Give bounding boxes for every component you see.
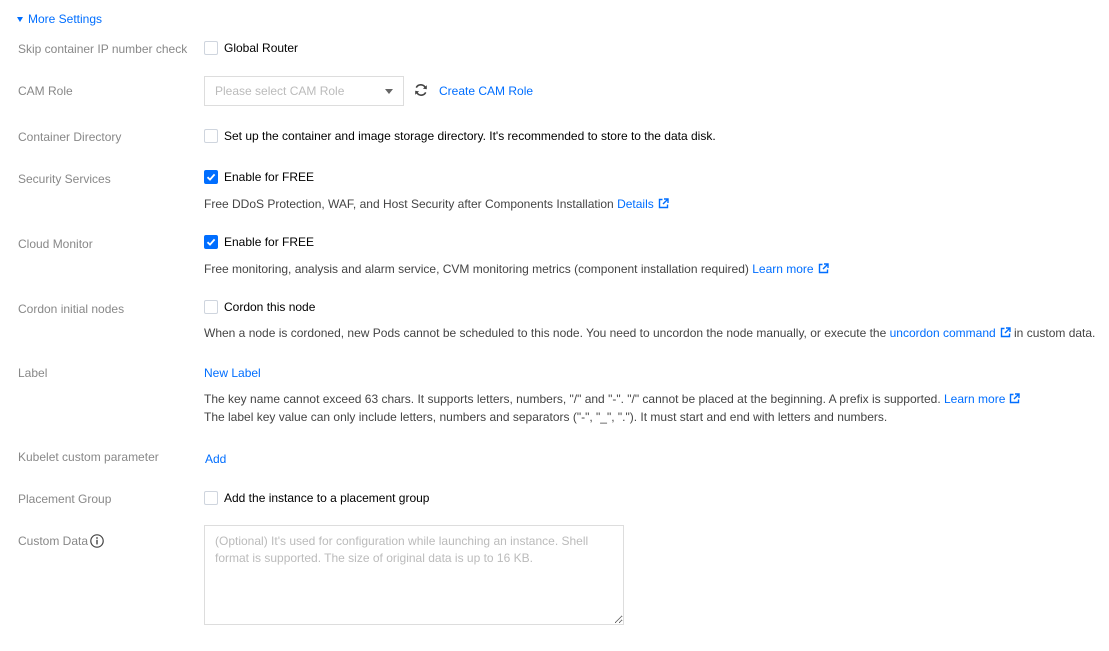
uncordon-command-text: uncordon command bbox=[889, 326, 996, 340]
cordon-checkbox-label: Cordon this node bbox=[224, 300, 316, 314]
chevron-down-icon bbox=[385, 89, 393, 94]
external-link-icon bbox=[818, 263, 829, 274]
create-cam-role-link[interactable]: Create CAM Role bbox=[439, 84, 534, 98]
external-link-icon bbox=[658, 198, 669, 209]
security-services-checkbox-row[interactable] bbox=[204, 170, 314, 184]
check-icon bbox=[206, 237, 216, 247]
cloud-monitor-checkbox[interactable] bbox=[204, 235, 218, 249]
new-label-link[interactable]: New Label bbox=[204, 366, 261, 380]
placement-group-label: Placement Group bbox=[18, 492, 112, 506]
cloud-monitor-description bbox=[204, 262, 829, 276]
security-services-description-text: Free DDoS Protection, WAF, and Host Security after Components Installation bbox=[204, 197, 614, 211]
cloud-monitor-checkbox-row[interactable] bbox=[204, 235, 314, 249]
custom-data-label: Custom Data bbox=[18, 534, 89, 548]
cloud-monitor-description-text: Free monitoring, analysis and alarm service, CVM monitoring metrics (component installation required) bbox=[204, 262, 749, 276]
caret-down-icon bbox=[17, 17, 23, 22]
security-services-checkbox[interactable] bbox=[204, 170, 218, 184]
global-router-checkbox-row[interactable] bbox=[204, 41, 298, 55]
cordon-checkbox[interactable] bbox=[204, 300, 218, 314]
label-key-description-text: The key name cannot exceed 63 chars. It supports letters, numbers, "/" and "-". "/" cannot be placed at the beginning. A prefix is supported. bbox=[204, 392, 941, 406]
cordon-label: Cordon initial nodes bbox=[18, 302, 125, 316]
external-link-icon bbox=[1000, 327, 1011, 338]
cordon-description-suffix: in custom data. bbox=[1014, 326, 1096, 340]
cloud-monitor-learn-more-text: Learn more bbox=[752, 262, 814, 276]
cloud-monitor-learn-more-link[interactable] bbox=[752, 262, 828, 276]
security-services-checkbox-label: Enable for FREE bbox=[224, 170, 315, 184]
more-settings-label: More Settings bbox=[28, 12, 103, 26]
container-directory-checkbox-row[interactable] bbox=[204, 129, 716, 143]
check-icon bbox=[206, 172, 216, 182]
cordon-checkbox-row[interactable] bbox=[204, 300, 315, 314]
placement-group-checkbox-row[interactable] bbox=[204, 491, 429, 505]
container-directory-checkbox-label: Set up the container and image storage directory. It's recommended to store to the data disk. bbox=[224, 129, 716, 143]
label-value-description: The label key value can only include letters, numbers and separators ("-", "_", "."). It must start and end with letters and numbers. bbox=[204, 410, 888, 424]
label-section-label: Label bbox=[18, 366, 48, 380]
cam-role-placeholder: Please select CAM Role bbox=[215, 84, 345, 98]
placement-group-checkbox[interactable] bbox=[204, 491, 218, 505]
label-learn-more-text: Learn more bbox=[944, 392, 1006, 406]
cloud-monitor-label: Cloud Monitor bbox=[18, 237, 93, 251]
cordon-description-text: When a node is cordoned, new Pods cannot be scheduled to this node. You need to uncordon the node manually, or execute the bbox=[204, 326, 887, 340]
uncordon-command-link[interactable] bbox=[890, 326, 1011, 340]
security-details-link-text: Details bbox=[617, 197, 654, 211]
more-settings-toggle[interactable] bbox=[17, 12, 102, 26]
cloud-monitor-checkbox-label: Enable for FREE bbox=[224, 235, 315, 249]
skip-ip-check-label: Skip container IP number check bbox=[18, 42, 188, 56]
global-router-label: Global Router bbox=[224, 41, 299, 55]
label-key-description bbox=[204, 392, 1020, 406]
security-details-link[interactable] bbox=[617, 197, 669, 211]
custom-data-label-row bbox=[18, 534, 104, 548]
container-directory-label: Container Directory bbox=[18, 130, 122, 144]
security-services-description bbox=[204, 197, 669, 211]
kubelet-add-link[interactable]: Add bbox=[205, 452, 227, 466]
info-circle-icon[interactable] bbox=[90, 534, 104, 548]
cam-role-select[interactable] bbox=[204, 76, 404, 106]
global-router-checkbox[interactable] bbox=[204, 41, 218, 55]
security-services-label: Security Services bbox=[18, 172, 111, 186]
cordon-description bbox=[204, 326, 1095, 340]
custom-data-textarea[interactable] bbox=[204, 525, 624, 625]
kubelet-label: Kubelet custom parameter bbox=[18, 450, 159, 464]
refresh-icon[interactable] bbox=[414, 83, 428, 97]
external-link-icon bbox=[1009, 393, 1020, 404]
cam-role-label: CAM Role bbox=[18, 84, 73, 98]
container-directory-checkbox[interactable] bbox=[204, 129, 218, 143]
label-learn-more-link[interactable] bbox=[944, 392, 1020, 406]
placement-group-checkbox-label: Add the instance to a placement group bbox=[224, 491, 430, 505]
